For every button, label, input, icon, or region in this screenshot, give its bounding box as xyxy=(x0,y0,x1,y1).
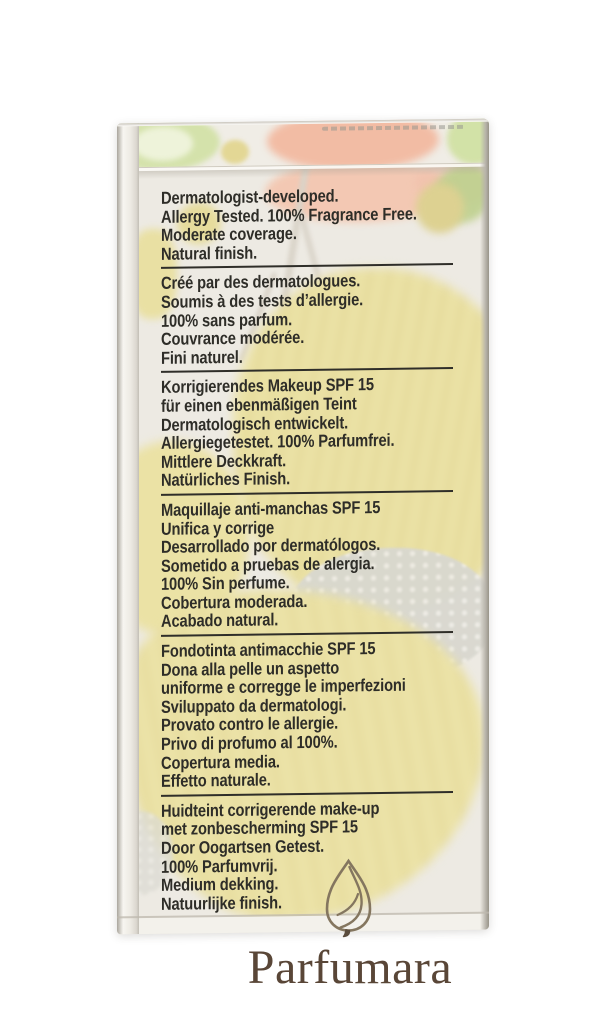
section-divider xyxy=(161,367,453,373)
text-line: Mittlere Deckkraft. xyxy=(161,449,287,472)
text-section-english xyxy=(161,185,457,263)
text-line: Soumis à des tests d’allergie. xyxy=(161,289,364,312)
flap-art-yellow-dot xyxy=(221,140,249,164)
text-line: Fini naturel. xyxy=(161,346,243,368)
text-section-french xyxy=(161,270,457,367)
section-divider xyxy=(161,263,453,269)
text-line: Dona alla pelle un aspetto xyxy=(161,657,340,680)
brand-wordmark: Parfumara xyxy=(247,941,453,994)
text-line: Desarrollado por dermatólogos. xyxy=(161,534,381,557)
text-line: für einen ebenmäßigen Teint xyxy=(161,393,357,416)
text-line: met zonbescherming SPF 15 xyxy=(161,816,358,840)
text-line: Sometido a pruebas de alergia. xyxy=(161,552,375,576)
text-line: Provato contro le allergie. xyxy=(161,712,339,736)
text-line: Cobertura moderada. xyxy=(161,590,308,613)
text-line: 100% Parfumvrij. xyxy=(161,854,278,877)
text-line: Medium dekking. xyxy=(161,873,279,896)
text-line: uniforme e corregge le imperfezioni xyxy=(161,674,406,699)
text-line: Acabado natural. xyxy=(161,609,279,632)
text-line: 100% Sin perfume. xyxy=(161,572,290,595)
box-left-fold-edge xyxy=(117,123,139,934)
text-section-german xyxy=(161,374,457,489)
text-line: Moderate coverage. xyxy=(161,223,297,246)
text-line: Sviluppato da dermatologi. xyxy=(161,694,347,717)
text-line: Allergy Tested. 100% Fragrance Free. xyxy=(161,203,417,227)
text-line: Huidteint corrigerende make-up xyxy=(161,797,380,821)
leaf-drop-icon xyxy=(324,858,373,938)
box-top-flap xyxy=(117,119,489,169)
text-line: Natuurlijke finish. xyxy=(161,892,282,914)
text-line: Allergiegetestet. 100% Parfumfrei. xyxy=(161,429,395,453)
text-line: Effetto naturale. xyxy=(161,769,271,792)
text-line: Dermatologisch entwickelt. xyxy=(161,411,349,435)
text-section-dutch xyxy=(161,798,457,913)
text-line: Unifica y corrige xyxy=(161,516,275,539)
text-section-italian xyxy=(161,638,457,791)
text-line: Dermatologist-developed. xyxy=(161,185,339,208)
label-text-column xyxy=(161,185,457,913)
text-line: Fondotinta antimacchie SPF 15 xyxy=(161,638,376,661)
section-divider xyxy=(161,490,453,496)
text-line: Door Oogartsen Getest. xyxy=(161,835,325,858)
text-line: Couvrance modérée. xyxy=(161,327,305,350)
text-line: Korrigierendes Makeup SPF 15 xyxy=(161,374,374,398)
section-divider xyxy=(161,791,453,797)
text-line: Natürliches Finish. xyxy=(161,468,291,491)
box-right-edge xyxy=(480,119,489,930)
text-line: Privo di profumo al 100%. xyxy=(161,731,338,754)
text-line: Créé par des dermatologues. xyxy=(161,270,361,294)
product-box xyxy=(117,119,489,935)
section-divider xyxy=(161,631,453,637)
text-line: Copertura media. xyxy=(161,750,280,773)
text-line: Maquillaje anti-manchas SPF 15 xyxy=(161,496,381,520)
text-line: Natural finish. xyxy=(161,242,258,264)
text-section-spanish xyxy=(161,497,457,631)
text-line: 100% sans parfum. xyxy=(161,308,293,331)
